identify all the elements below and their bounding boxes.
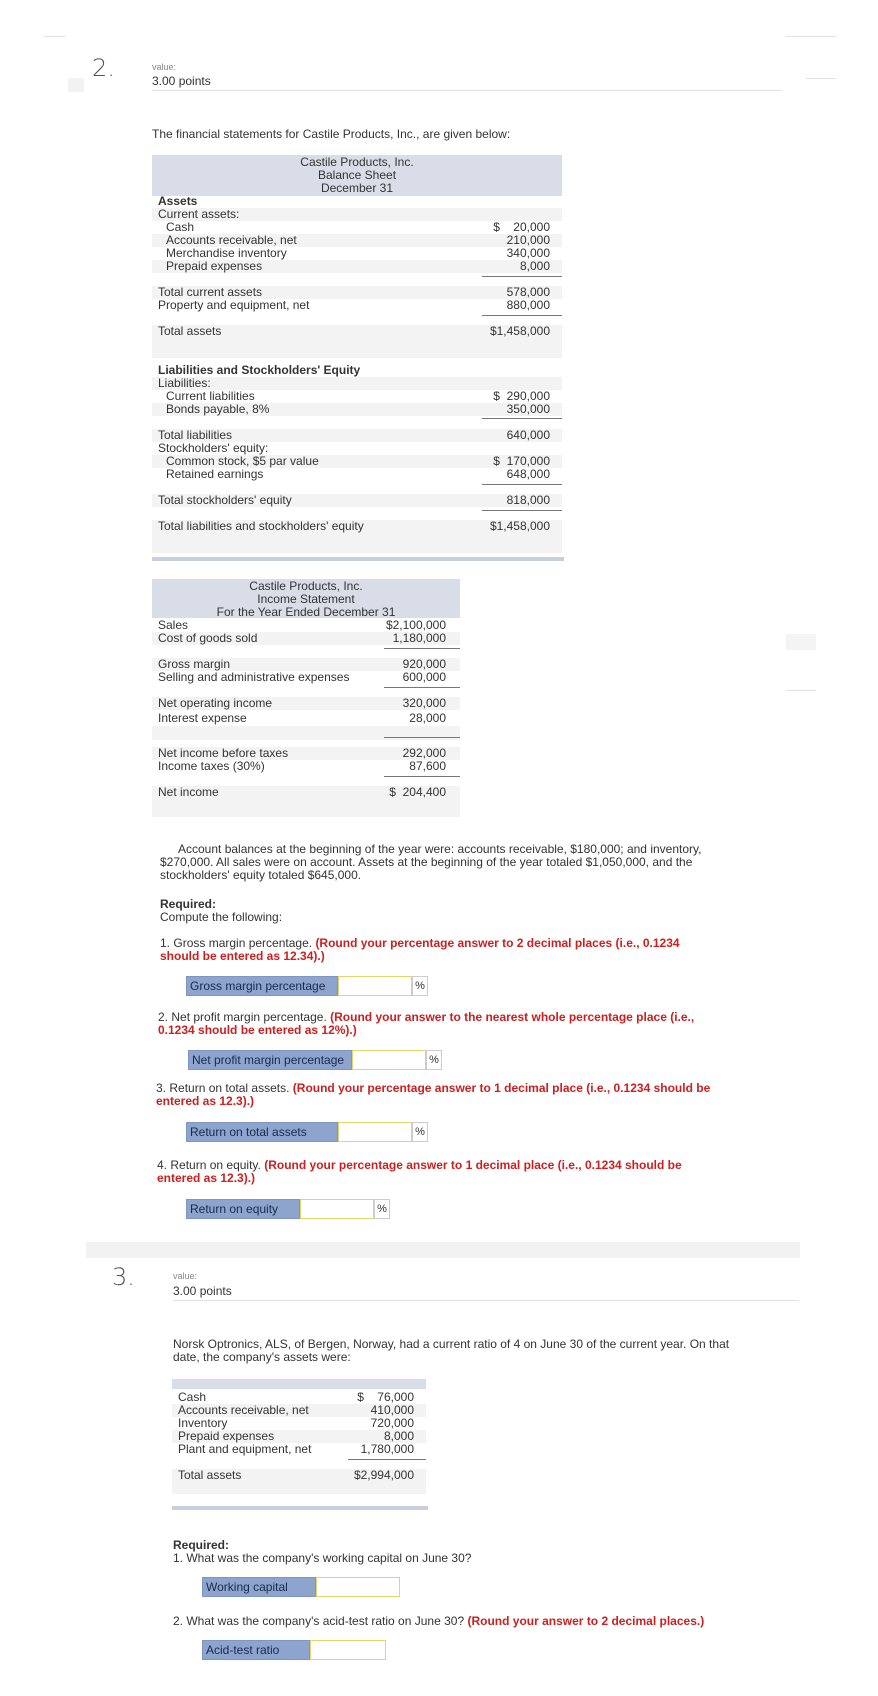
row-label: Current assets: xyxy=(158,207,240,221)
item-number: 2. xyxy=(158,1010,169,1024)
divider xyxy=(44,36,66,37)
intro-text: The financial statements for Castile Products, Inc., are given below: xyxy=(152,127,511,141)
row-amount: 578,000 xyxy=(506,285,550,299)
row-label: Liabilities: xyxy=(158,376,211,390)
row-label: Cost of goods sold xyxy=(158,631,258,645)
question-item-1 xyxy=(160,937,720,963)
statement-date: December 31 xyxy=(320,181,394,195)
row-label: Accounts receivable, net xyxy=(166,233,297,247)
question-number: 2. xyxy=(92,54,115,82)
row-amount: 8,000 xyxy=(383,1429,414,1443)
row-label: Inventory xyxy=(178,1416,228,1430)
header-divider xyxy=(173,1300,799,1301)
gross-margin-label: Gross margin percentage xyxy=(186,976,338,996)
row-label: Net income xyxy=(158,785,219,799)
item-number: 3. xyxy=(156,1081,167,1095)
row-amount: 640,000 xyxy=(506,428,550,442)
gross-margin-input[interactable] xyxy=(338,976,412,996)
required-heading: Required: xyxy=(160,897,217,911)
row-label: Net income before taxes xyxy=(158,746,289,760)
acid-test-ratio-input[interactable] xyxy=(310,1640,386,1660)
working-capital-label: Working capital xyxy=(202,1577,316,1597)
row-amount: $ 76,000 xyxy=(357,1390,414,1404)
side-block xyxy=(786,634,816,650)
row-amount: $1,458,000 xyxy=(489,519,550,533)
assets-table-header xyxy=(172,1379,426,1389)
row-amount: 1,780,000 xyxy=(360,1442,414,1456)
question-item-2 xyxy=(173,1615,704,1628)
row-amount: $2,100,000 xyxy=(385,618,446,632)
net-profit-margin-label: Net profit margin percentage xyxy=(188,1050,352,1070)
row-amount: 410,000 xyxy=(370,1403,414,1417)
value-label: value: xyxy=(152,62,177,72)
income-statement-header xyxy=(152,579,460,618)
item-instruction: (Round your percentage answer to 1 decimal place (i.e., 0.1234 should be entered as 12.3).) xyxy=(156,1081,711,1108)
row-label: Property and equipment, net xyxy=(158,298,310,312)
item-text: Gross margin percentage. xyxy=(173,936,313,950)
row-label: Merchandise inventory xyxy=(166,246,287,260)
row-label: Total current assets xyxy=(158,285,263,299)
section-heading: Liabilities and Stockholders' Equity xyxy=(158,363,361,377)
row-amount: $ 204,400 xyxy=(389,785,446,799)
return-on-equity-input[interactable] xyxy=(300,1199,374,1219)
item-instruction: (Round your percentage answer to 2 decimal places (i.e., 0.1234 should be entered as 12.34).) xyxy=(160,936,680,963)
percent-suffix: % xyxy=(374,1199,390,1219)
table-footer-bar xyxy=(172,1506,428,1510)
intro-text: Norsk Optronics, ALS, of Bergen, Norway, had a current ratio of 4 on June 30 of the current year. On that date, the company's assets were: xyxy=(173,1337,730,1364)
row-label: Total assets xyxy=(158,324,222,338)
row-label: Cash xyxy=(166,220,195,234)
row-label: Net operating income xyxy=(158,696,273,710)
row-label: Total assets xyxy=(178,1468,242,1482)
row-amount: $ 290,000 xyxy=(493,389,550,403)
row-label: Prepaid expenses xyxy=(178,1429,275,1443)
row-amount: 648,000 xyxy=(506,467,550,481)
row-amount: 8,000 xyxy=(519,259,550,273)
statement-name: Income Statement xyxy=(257,592,355,606)
item-text: Return on equity. xyxy=(170,1158,261,1172)
percent-suffix: % xyxy=(412,976,428,996)
row-amount: 28,000 xyxy=(409,711,446,725)
row-amount: 818,000 xyxy=(506,493,550,507)
value-label: value: xyxy=(173,1271,198,1281)
row-label: Stockholders' equity: xyxy=(158,441,269,455)
row-amount: 292,000 xyxy=(402,746,446,760)
row-label: Prepaid expenses xyxy=(166,259,263,273)
points: 3.00 points xyxy=(173,1284,232,1298)
row-label: Income taxes (30%) xyxy=(158,759,265,773)
row-label: Cash xyxy=(178,1390,207,1404)
return-on-equity-label: Return on equity xyxy=(186,1199,300,1219)
divider xyxy=(786,690,816,691)
row-label: Common stock, $5 par value xyxy=(166,454,319,468)
row-label: Accounts receivable, net xyxy=(178,1403,309,1417)
row-label: Total liabilities and stockholders' equity xyxy=(158,519,364,533)
row-label: Selling and administrative expenses xyxy=(158,670,350,684)
row-label: Total stockholders' equity xyxy=(158,493,292,507)
question-item-2 xyxy=(158,1011,723,1037)
divider xyxy=(786,36,836,37)
row-amount: 87,600 xyxy=(409,759,446,773)
percent-suffix: % xyxy=(426,1050,442,1070)
row-label: Sales xyxy=(158,618,189,632)
statement-period: For the Year Ended December 31 xyxy=(216,605,396,619)
row-amount: 210,000 xyxy=(506,233,550,247)
row-amount: 920,000 xyxy=(402,657,446,671)
table-footer-bar xyxy=(152,557,564,561)
question-item-4 xyxy=(157,1159,702,1185)
account-balances-text: Account balances at the beginning of the year were: accounts receivable, $180,000; and inventory, $270,000. All sales were on account. Assets at the beginning of the year totaled $1,050,000, and the stockholders' equity totaled $645,000. xyxy=(160,842,702,882)
header-divider xyxy=(152,90,782,91)
section-heading: Assets xyxy=(158,194,198,208)
row-amount: 880,000 xyxy=(506,298,550,312)
compute-text: Compute the following: xyxy=(160,910,283,924)
item-number: 1. xyxy=(160,936,171,950)
row-amount: $1,458,000 xyxy=(489,324,550,338)
question-item-1: 1. What was the company's working capital on June 30? xyxy=(173,1551,472,1565)
row-label: Interest expense xyxy=(158,711,247,725)
company-name: Castile Products, Inc. xyxy=(249,579,363,593)
item-number: 4. xyxy=(157,1158,168,1172)
percent-suffix: % xyxy=(412,1122,428,1142)
row-amount: 600,000 xyxy=(402,670,446,684)
row-amount: 1,180,000 xyxy=(392,631,446,645)
points: 3.00 points xyxy=(152,74,211,88)
row-amount: 350,000 xyxy=(506,402,550,416)
return-on-total-assets-label: Return on total assets xyxy=(186,1122,338,1142)
item-instruction: (Round your answer to 2 decimal places.) xyxy=(467,1614,705,1628)
company-name: Castile Products, Inc. xyxy=(300,155,414,169)
question-marker xyxy=(68,78,84,92)
required-heading: Required: xyxy=(173,1538,230,1552)
row-label: Retained earnings xyxy=(166,467,264,481)
row-amount: 720,000 xyxy=(370,1416,414,1430)
income-statement xyxy=(152,579,462,819)
row-amount: 340,000 xyxy=(506,246,550,260)
item-instruction: (Round your answer to the nearest whole percentage place (i.e., 0.1234 should be entered as 12%).) xyxy=(158,1010,695,1037)
assets-table xyxy=(172,1379,428,1513)
working-capital-input[interactable] xyxy=(316,1577,400,1597)
question-separator xyxy=(86,1242,800,1258)
item-text: 2. What was the company's acid-test ratio on June 30? xyxy=(173,1614,465,1628)
item-text: Return on total assets. xyxy=(169,1081,290,1095)
balance-sheet-header xyxy=(152,155,562,196)
row-amount: $ 20,000 xyxy=(493,220,550,234)
net-profit-margin-input[interactable] xyxy=(352,1050,426,1070)
item-instruction: (Round your percentage answer to 1 decimal place (i.e., 0.1234 should be entered as 12.3).) xyxy=(157,1158,682,1185)
item-text: Net profit margin percentage. xyxy=(171,1010,327,1024)
row-amount: 320,000 xyxy=(402,696,446,710)
row-label: Total liabilities xyxy=(158,428,233,442)
statement-name: Balance Sheet xyxy=(317,168,397,182)
row-amount: $2,994,000 xyxy=(353,1468,414,1482)
balance-sheet xyxy=(152,155,564,565)
row-label: Plant and equipment, net xyxy=(178,1442,312,1456)
row-label: Gross margin xyxy=(158,657,231,671)
divider xyxy=(806,78,836,79)
return-on-total-assets-input[interactable] xyxy=(338,1122,412,1142)
acid-test-ratio-label: Acid-test ratio xyxy=(202,1640,310,1660)
question-number: 3. xyxy=(112,1263,135,1291)
question-item-3 xyxy=(156,1082,726,1108)
row-amount: $ 170,000 xyxy=(493,454,550,468)
row-label: Bonds payable, 8% xyxy=(166,402,270,416)
row-label: Current liabilities xyxy=(166,389,255,403)
